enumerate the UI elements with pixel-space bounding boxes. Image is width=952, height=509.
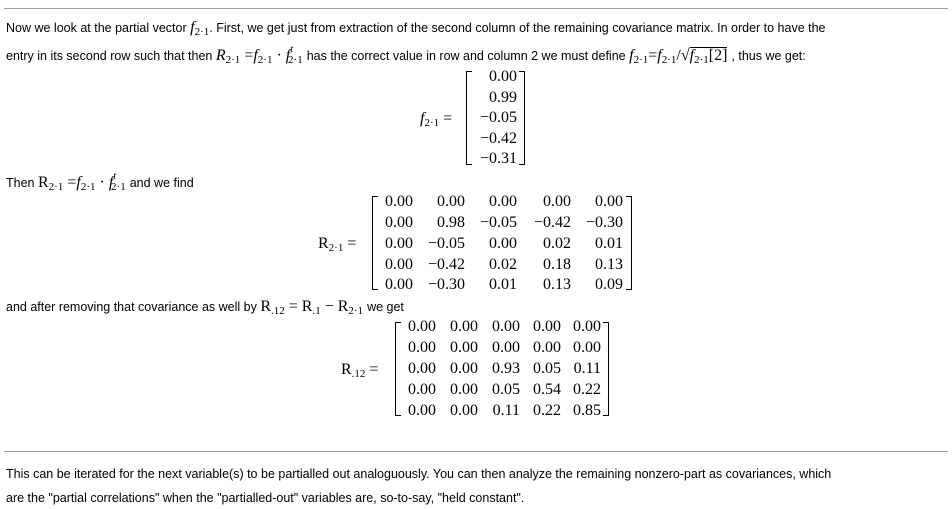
mat-R12-cell: 0.93 (492, 360, 520, 377)
mat-R21-cell: −0.30 (585, 214, 623, 231)
mat-R12-cell: 0.00 (408, 339, 436, 356)
math-R21-eq: $R2\cdot 1 =f2\cdot 1 \cdot f^t2\cdot 1$ (37, 171, 126, 193)
mat-R21-cell: 0.13 (595, 256, 623, 273)
mat-R21-cell: 0.00 (489, 193, 517, 210)
mat-R21-cell: 0.00 (437, 193, 465, 210)
math-f21: f2·1 (190, 19, 210, 38)
mat-R12-cell: 0.00 (450, 339, 478, 356)
mat-R12-cell: 0.00 (408, 318, 436, 335)
mat-R12-right-bracket (603, 322, 609, 416)
mat-R12-cell: 0.00 (408, 402, 436, 419)
mat-R12-cell: 0.11 (573, 360, 601, 377)
mat-R12-cell: 0.11 (492, 402, 520, 419)
mat-R12-cell: 0.05 (492, 381, 520, 398)
mat-R12-cell: 0.00 (573, 318, 601, 335)
vec-f-cell: −0.05 (479, 109, 517, 126)
mat-R21-cell: −0.42 (427, 256, 465, 273)
mat-R21-cell: 0.13 (543, 276, 571, 293)
para1-line2-a: entry in its second row such that then (6, 49, 213, 63)
mat-R12-cell: 0.00 (408, 381, 436, 398)
mat-R12-cell: 0.05 (533, 360, 561, 377)
vec-f-right-bracket (519, 71, 525, 165)
mat-R12-cell: 0.00 (533, 318, 561, 335)
mat-R21-cell: 0.18 (543, 256, 571, 273)
para3: and after removing that covariance as well by R.12 = R.1 − R2·1 we get (6, 298, 404, 317)
para1-line1-rest: . First, we get just from extraction of the second column of the remaining covariance matrix. In order to have the (209, 21, 826, 35)
para1-line1-text: Now we look at the partial vector (6, 21, 187, 35)
mat-R21-cell: 0.00 (543, 193, 571, 210)
para1-line2 (6, 44, 806, 66)
mat-R12-cell: 0.00 (573, 339, 601, 356)
mat-R21-cell: 0.98 (437, 214, 465, 231)
mat-R12-cell: 0.00 (408, 360, 436, 377)
mat-R21-cell: 0.00 (489, 235, 517, 252)
para1-line2-c: , thus we get: (731, 49, 806, 63)
mat-R21-cell: −0.42 (533, 214, 571, 231)
para4-line2: are the "partial correlations" when the "partialled-out" variables are, so-to-say, "held constant". (6, 491, 525, 505)
mat-R21-cell: −0.05 (427, 235, 465, 252)
mat-R21-cell: 0.02 (489, 256, 517, 273)
mat-R21-cell: 0.01 (595, 235, 623, 252)
vec-f-cell: −0.42 (479, 130, 517, 147)
mat-R21-cell: 0.00 (385, 276, 413, 293)
mat-R21-cell: −0.05 (479, 214, 517, 231)
mat-R12-cell: 0.00 (450, 381, 478, 398)
mat-R21-right-bracket (626, 196, 632, 290)
mat-R12-cell: 0.85 (573, 402, 601, 419)
mat-R12-cell: 0.54 (533, 381, 561, 398)
vec-f-cell: 0.00 (489, 68, 517, 85)
math-R21-def: $R2\cdot 1 =f2\cdot 1 \cdot f^t2\cdot 1$ (215, 44, 303, 66)
mat-R21-cell: 0.01 (489, 276, 517, 293)
para1-line1 (6, 20, 826, 37)
mat-R12-cell: 0.22 (533, 402, 561, 419)
mat-R21-cell: 0.00 (385, 235, 413, 252)
mat-R12-cell: 0.00 (492, 339, 520, 356)
mat-R21-cell: 0.09 (595, 276, 623, 293)
mat-R21-cell: 0.00 (385, 214, 413, 231)
mat-R12-label: R.12 = (341, 361, 379, 380)
para4-line1: This can be iterated for the next variable(s) to be partialled out analoguously. You can then analyze the remaining nonzero-part as covariances, which (6, 467, 832, 481)
math-R12-eq: R.12 = R.1 − R2·1 (260, 298, 364, 317)
mat-R21-cell: −0.30 (427, 276, 465, 293)
mat-R21-cell: 0.00 (595, 193, 623, 210)
bottom-divider (4, 451, 948, 452)
mat-R21-cell: 0.00 (385, 193, 413, 210)
mat-R12-cell: 0.00 (533, 339, 561, 356)
sqrt-bar: f2·1[2] (689, 47, 728, 66)
mat-R12-cell: 0.00 (450, 318, 478, 335)
math-f21-normalized: f2·1=f2·1/√f2·1[2] (629, 47, 728, 66)
top-divider (4, 8, 948, 9)
para2: Then $R2\cdot 1 =f2\cdot 1 \cdot f^t2\cdot 1$ and we find (6, 171, 194, 193)
vec-f-cell: −0.31 (479, 150, 517, 167)
mat-R12-cell: 0.00 (450, 402, 478, 419)
mat-R12-cell: 0.22 (573, 381, 601, 398)
mat-R21-label: R2·1 = (318, 235, 357, 254)
vec-f-cell: 0.99 (489, 89, 517, 106)
mat-R12-cell: 0.00 (450, 360, 478, 377)
mat-R12-cell: 0.00 (492, 318, 520, 335)
mat-R21-cell: 0.02 (543, 235, 571, 252)
mat-R21-cell: 0.00 (385, 256, 413, 273)
para1-line2-b: has the correct value in row and column 2 we must define (306, 49, 626, 63)
vec-f-label: f2·1 = (420, 110, 453, 129)
